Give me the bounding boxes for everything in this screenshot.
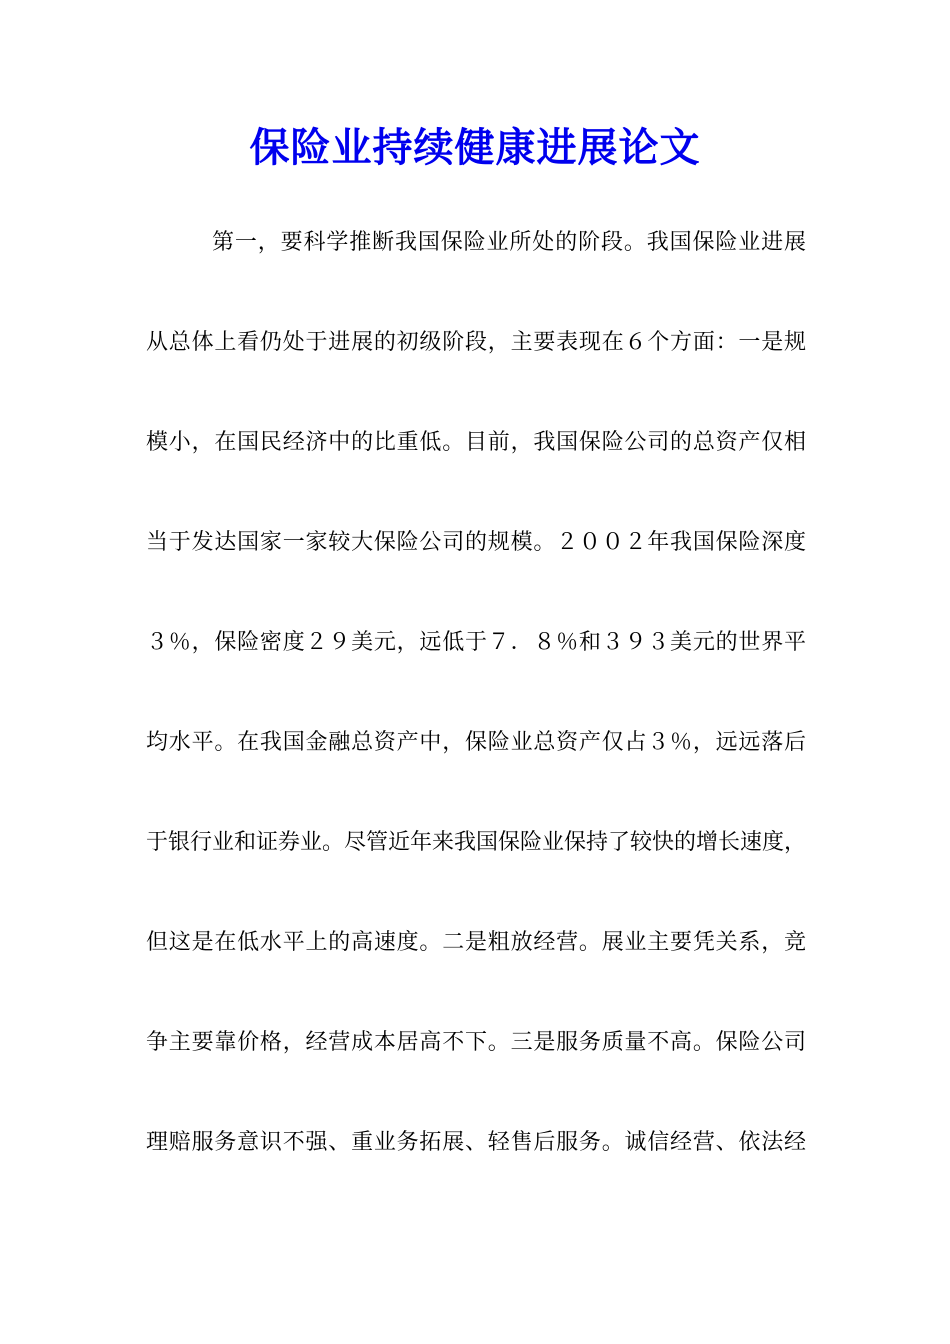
document-title: 保险业持续健康进展论文 [249,124,701,171]
paragraph-line: 当于发达国家一家较大保险公司的规模。２００２年我国保险深度 [146,530,806,555]
paragraph-line: 于银行业和证券业。尽管近年来我国保险业保持了较快的增长速度， [146,830,807,855]
paragraph-line: 均水平。在我国金融总资产中，保险业总资产仅占３％，远远落后 [146,730,806,755]
document-body [146,223,806,1223]
paragraph-line: ３％，保险密度２９美元，远低于７．８％和３９３美元的世界平 [146,630,806,655]
paragraph-line: 但这是在低水平上的高速度。二是粗放经营。展业主要凭关系，竞 [146,930,806,955]
paragraph-line: 模小，在国民经济中的比重低。目前，我国保险公司的总资产仅相 [146,430,806,455]
paragraph-line: 第一，要科学推断我国保险业所处的阶段。我国保险业进展 [212,230,806,255]
paragraph-line: 从总体上看仍处于进展的初级阶段，主要表现在６个方面：一是规 [146,330,806,355]
paragraph-line: 争主要靠价格，经营成本居高不下。三是服务质量不高。保险公司 [146,1030,806,1055]
paragraph-line: 理赔服务意识不强、重业务拓展、轻售后服务。诚信经营、依法经 [146,1130,806,1155]
